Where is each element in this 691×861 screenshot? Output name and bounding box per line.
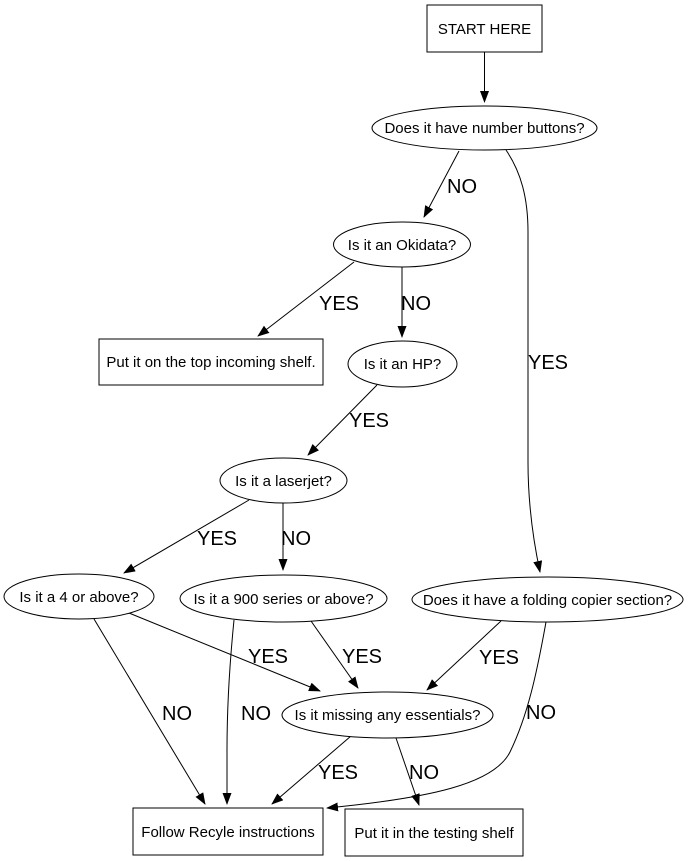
- number-buttons-label: Does it have number buttons?: [384, 120, 585, 137]
- node-start-here: [427, 5, 542, 52]
- edge-label-essentials-yes: YES: [317, 762, 359, 784]
- 900-series-label: Is it a 900 series or above?: [193, 591, 374, 608]
- edge-label-number-buttons-no: NO: [447, 176, 477, 198]
- edge-label-okidata-yes: YES: [318, 293, 360, 315]
- recycle-label: Follow Recyle instructions: [141, 824, 315, 841]
- edge-label-four-or-above-yes: YES: [247, 646, 289, 668]
- edge-label-900-series-no: NO: [241, 703, 271, 725]
- node-hp: [348, 341, 457, 387]
- edge-label-folding-copier-no: NO: [526, 702, 556, 724]
- edge-label-folding-copier-yes: YES: [478, 647, 520, 669]
- node-900-series: [180, 575, 387, 622]
- edge-label-hp-yes: YES: [348, 410, 390, 432]
- node-number-buttons: [372, 106, 597, 150]
- hp-label: Is it an HP?: [363, 356, 442, 373]
- edges: [94, 52, 568, 808]
- node-missing-essentials: [282, 692, 493, 738]
- start-here-label: START HERE: [437, 21, 532, 38]
- edge-four-or-above-yes: [129, 613, 320, 691]
- node-okidata: [334, 222, 471, 267]
- edge-label-laserjet-no: NO: [281, 528, 311, 550]
- node-laserjet: [220, 458, 347, 503]
- node-four-or-above: [4, 574, 154, 619]
- folding-copier-label: Does it have a folding copier section?: [422, 592, 673, 609]
- node-testing-shelf: [345, 809, 523, 856]
- edge-label-four-or-above-no: NO: [162, 703, 192, 725]
- missing-essentials-label: Is it missing any essentials?: [294, 707, 481, 724]
- incoming-shelf-label: Put it on the top incoming shelf.: [106, 354, 316, 371]
- laserjet-label: Is it a laserjet?: [235, 473, 332, 490]
- node-incoming-shelf: [99, 339, 323, 385]
- testing-shelf-label: Put it in the testing shelf: [354, 825, 514, 842]
- node-folding-copier: [412, 577, 683, 622]
- edge-label-number-buttons-yes: YES: [527, 352, 569, 374]
- edge-label-laserjet-yes: YES: [196, 528, 238, 550]
- node-recycle: [133, 808, 323, 855]
- edge-label-okidata-no: NO: [401, 293, 431, 315]
- nodes: [4, 5, 683, 856]
- edge-label-900-series-yes: YES: [341, 646, 383, 668]
- okidata-label: Is it an Okidata?: [347, 237, 457, 254]
- edge-label-essentials-no: NO: [409, 762, 439, 784]
- edge-900-series-no: [227, 620, 234, 804]
- four-or-above-label: Is it a 4 or above?: [19, 589, 139, 606]
